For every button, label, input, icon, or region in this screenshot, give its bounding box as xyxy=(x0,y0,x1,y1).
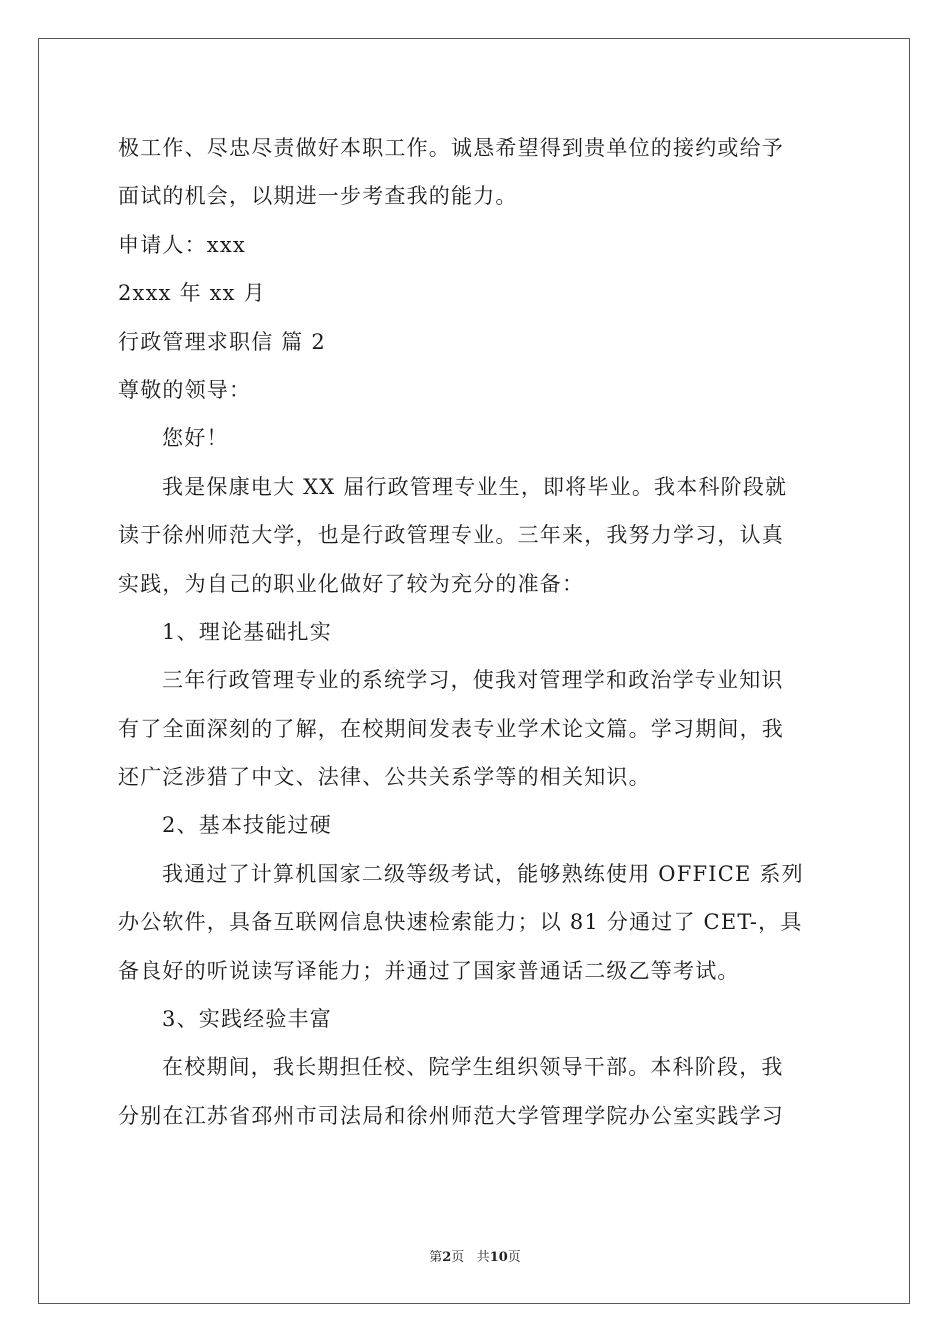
text-line: 办公软件，具备互联网信息快速检索能力；以 81 分通过了 CET-，具 xyxy=(118,910,803,935)
total-prefix: 共 xyxy=(476,1250,490,1265)
applicant-line: 申请人：xxx xyxy=(118,232,246,257)
text-line: 三年行政管理专业的系统学习，使我对管理学和政治学专业知识 xyxy=(162,668,784,693)
text-line: 还广泛涉猎了中文、法律、公共关系学等的相关知识。 xyxy=(118,765,651,790)
subheading: 1、理论基础扎实 xyxy=(162,619,332,644)
total-pages: 10 xyxy=(489,1250,508,1265)
page-footer xyxy=(0,1246,950,1265)
page-suffix: 页 xyxy=(451,1250,465,1265)
text-line: 备良好的听说读写译能力；并通过了国家普通话二级乙等考试。 xyxy=(118,958,740,983)
text-line: 读于徐州师范大学，也是行政管理专业。三年来，我努力学习，认真 xyxy=(118,523,784,548)
text-line: 有了全面深刻的了解，在校期间发表专业学术论文篇。学习期间，我 xyxy=(118,716,784,741)
subheading: 2、基本技能过硬 xyxy=(162,813,332,838)
section-title: 行政管理求职信 篇 2 xyxy=(118,329,326,354)
text-line: 我是保康电大 XX 届行政管理专业生，即将毕业。我本科阶段就 xyxy=(162,474,788,499)
text-line: 实践，为自己的职业化做好了较为充分的准备： xyxy=(118,571,585,596)
total-suffix: 页 xyxy=(507,1250,521,1265)
document-body xyxy=(118,128,838,1144)
text-line: 面试的机会，以期进一步考查我的能力。 xyxy=(118,184,518,209)
page-number: 2 xyxy=(442,1250,452,1265)
date-line: 2xxx 年 xx 月 xyxy=(118,281,266,306)
text-line: 极工作、尽忠尽责做好本职工作。诚恳希望得到贵单位的接约或给予 xyxy=(118,136,784,160)
text-line: 分别在江苏省邳州市司法局和徐州师范大学管理学院办公室实践学习 xyxy=(118,1103,784,1128)
subheading: 3、实践经验丰富 xyxy=(162,1007,332,1032)
text-line: 在校期间，我长期担任校、院学生组织领导干部。本科阶段，我 xyxy=(162,1055,784,1080)
salutation: 尊敬的领导： xyxy=(118,377,252,402)
greeting: 您好！ xyxy=(162,426,229,451)
text-line: 我通过了计算机国家二级等级考试，能够熟练使用 OFFICE 系列 xyxy=(162,861,804,886)
page-prefix: 第 xyxy=(429,1250,443,1265)
